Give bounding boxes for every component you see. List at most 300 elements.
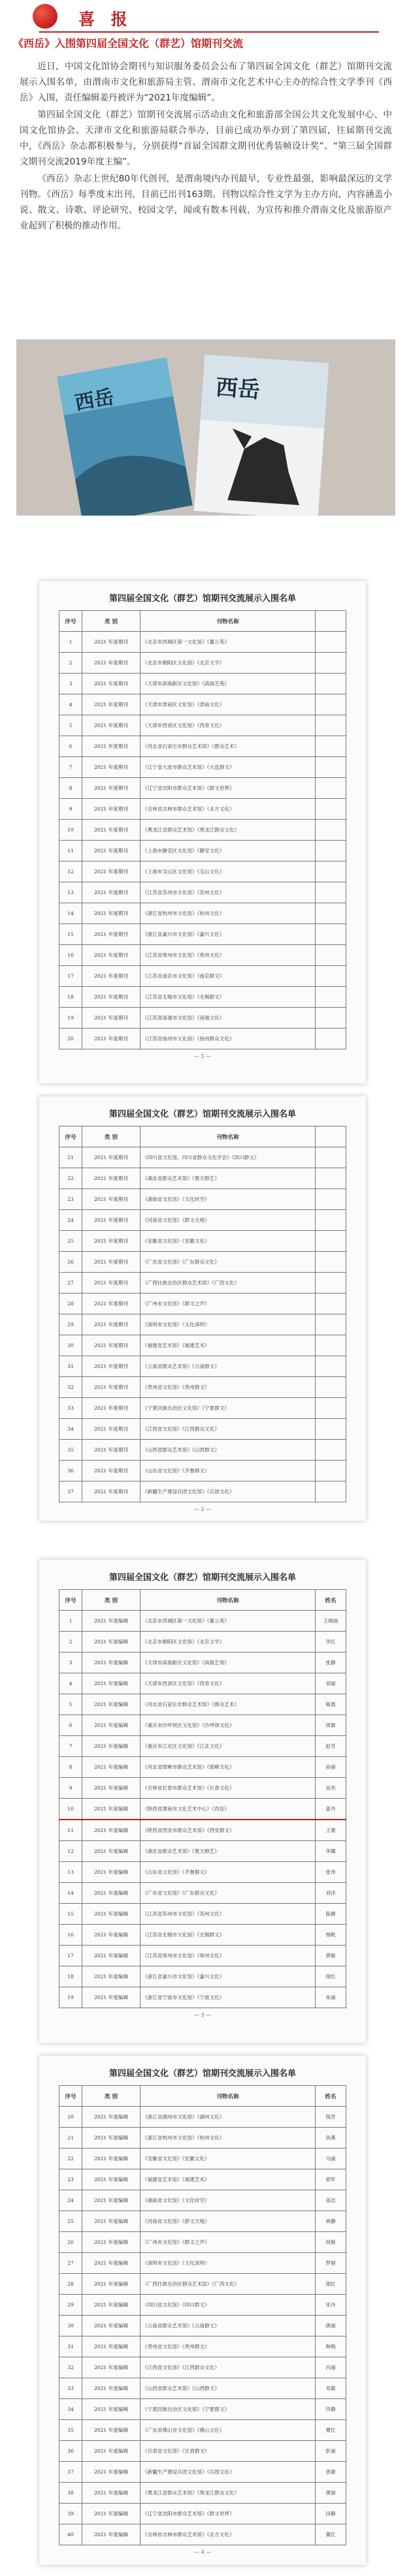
- category-cell: 2021 年度编辑: [82, 2399, 140, 2420]
- publication-cell: 《黑龙江省群众艺术馆》《黑龙江群众文化》: [140, 820, 316, 841]
- row-number-cell: 21: [59, 2128, 82, 2149]
- publication-cell: 《新疆生产建设兵团文化馆》《兵团文化》: [140, 2462, 316, 2483]
- category-cell: 2021 年度期刊: [82, 715, 140, 736]
- row-number-cell: 9: [59, 1778, 82, 1799]
- intro-paragraph: 近日，中国文化馆协会期刊与知识服务委员会公布了第四届全国文化（群艺）馆期刊交流展示入围名单，由渭南市文化和旅游局主管、渭南市文化艺术中心主办的综合性文学季刊《西岳》入围，责任编辑姜丹被评为“2021年度编辑”。: [20, 61, 392, 103]
- category-cell: 2021 年度期刊: [82, 1029, 140, 1049]
- category-cell: 2021 年度期刊: [82, 861, 140, 882]
- sheet-title: 第四届全国文化（群艺）馆期刊交流展示入围名单: [108, 2069, 296, 2079]
- table-row: [59, 1799, 346, 1820]
- row-number-cell: 12: [59, 1841, 82, 1862]
- publication-cell: 《江苏省常州市文化馆》《常州文化》: [140, 1946, 316, 1966]
- editor-cell: [316, 715, 346, 736]
- editor-cell: 黄敏: [316, 1946, 346, 1966]
- table-row: [59, 1398, 346, 1419]
- category-cell: 2021 年度期刊: [82, 1398, 140, 1419]
- row-number-cell: 28: [59, 1294, 82, 1314]
- publication-cell: 《河北省邯郸市群众艺术馆》《邯郸文化》: [140, 1757, 316, 1778]
- sheet-title: 第四届全国文化（群艺）馆期刊交流展示入围名单: [108, 1110, 296, 1119]
- page-title: 喜 报: [78, 10, 133, 29]
- editor-cell: 张静: [316, 1653, 346, 1673]
- table-row: [59, 1461, 346, 1482]
- table-row: [59, 1653, 346, 1673]
- publication-cell: 《湖北省群众艺术馆》《楚天群艺》: [140, 1168, 316, 1189]
- category-cell: 2021 年度编辑: [82, 2441, 140, 2462]
- red-badge-icon: [33, 4, 58, 29]
- table-row: [59, 820, 346, 841]
- editor-cell: [316, 1029, 346, 1049]
- publication-cell: 《天津市滨海新区文化馆》《滨海艺苑》: [140, 674, 316, 694]
- table-row: [59, 1694, 346, 1715]
- category-cell: 2021 年度期刊: [82, 1294, 140, 1314]
- category-cell: 2021 年度编辑: [82, 2169, 140, 2190]
- editor-cell: [316, 1461, 346, 1482]
- row-number-cell: 1: [59, 632, 82, 653]
- category-cell: 2021 年度编辑: [82, 1611, 140, 1632]
- editor-cell: 王蕾: [316, 1820, 346, 1841]
- editor-cell: 孙丽: [316, 1757, 346, 1778]
- publication-cell: 《浙江省湖州市文化馆》《湖州文化》: [140, 2107, 316, 2128]
- publication-cell: 《宁夏回族自治区文化馆》《宁夏群文》: [140, 1398, 316, 1419]
- column-header: 刊物名称: [140, 1590, 316, 1611]
- publication-cell: 《浙江省嘉兴市文化馆》《嘉兴文化》: [140, 924, 316, 945]
- category-cell: 2021 年度编辑: [82, 2232, 140, 2253]
- column-header: [316, 1126, 346, 1147]
- row-number-cell: 25: [59, 1231, 82, 1252]
- editor-cell: [316, 1168, 346, 1189]
- publication-cell: 《江苏省南通市文化馆》《南通文化》: [140, 1008, 316, 1029]
- editor-cell: 赵芳: [316, 1736, 346, 1757]
- publication-cell: 《吉林省吉林市群众艺术馆》《北方文化》: [140, 2524, 316, 2545]
- editor-cell: 陈晨: [316, 1694, 346, 1715]
- row-number-cell: 14: [59, 1883, 82, 1904]
- editor-cell: [316, 757, 346, 778]
- sheet-title: 第四届全国文化（群艺）馆期刊交流展示入围名单: [108, 594, 296, 604]
- table-row: [59, 924, 346, 945]
- table-row: [59, 674, 346, 694]
- publication-cell: 《重庆市江北区文化馆》《江北文化》: [140, 1736, 316, 1757]
- category-cell: 2021 年度期刊: [82, 1168, 140, 1189]
- table-row: [59, 2483, 346, 2504]
- magazine-covers-illustration: [16, 339, 395, 516]
- table-row: [59, 1632, 346, 1653]
- list-sheet: [39, 1096, 366, 1521]
- page-number: — 2 —: [193, 1506, 212, 1512]
- row-number-cell: 37: [59, 2462, 82, 2483]
- editor-cell: 徐红: [316, 1966, 346, 1987]
- row-number-cell: 18: [59, 987, 82, 1008]
- list-table: [59, 1589, 346, 2008]
- table-row: [59, 1715, 346, 1736]
- editor-cell: [316, 820, 346, 841]
- table-header-row: [59, 1590, 346, 1611]
- column-header: 类 别: [82, 1590, 140, 1611]
- editor-cell: [316, 736, 346, 757]
- table-row: [59, 1168, 346, 1189]
- row-number-cell: 24: [59, 1210, 82, 1231]
- table-row: [59, 2357, 346, 2378]
- editor-cell: [316, 1210, 346, 1231]
- row-number-cell: 18: [59, 1966, 82, 1987]
- column-header: 类 别: [82, 611, 140, 632]
- editor-cell: [316, 966, 346, 987]
- row-number-cell: 25: [59, 2211, 82, 2232]
- category-cell: 2021 年度编辑: [82, 1883, 140, 1904]
- row-number-cell: 2: [59, 653, 82, 674]
- row-number-cell: 8: [59, 1757, 82, 1778]
- publication-cell: 《江西省文化馆》《江西群众文化》: [140, 1419, 316, 1440]
- table-row: [59, 736, 346, 757]
- category-cell: 2021 年度编辑: [82, 1757, 140, 1778]
- editor-cell: 许静: [316, 2399, 346, 2420]
- table-header-row: [59, 2086, 346, 2107]
- publication-cell: 《四川省文化馆、四川省群众文化学会》《四川群文》: [140, 1147, 316, 1168]
- category-cell: 2021 年度期刊: [82, 820, 140, 841]
- category-cell: 2021 年度期刊: [82, 1356, 140, 1377]
- column-header: 序号: [59, 2086, 82, 2107]
- publication-cell: 《山东省文化馆》《齐鲁群文》: [140, 1862, 316, 1883]
- row-number-cell: 35: [59, 2420, 82, 2441]
- row-number-cell: 13: [59, 1862, 82, 1883]
- publication-cell: 《河南省文化馆》《群文天地》: [140, 2211, 316, 2232]
- table-row: [59, 2169, 346, 2190]
- row-number-cell: 32: [59, 1377, 82, 1398]
- row-number-cell: 5: [59, 715, 82, 736]
- publication-cell: 《北京市西城区第一文化馆》《蔓公英》: [140, 1611, 316, 1632]
- category-cell: 2021 年度编辑: [82, 1820, 140, 1841]
- category-cell: 2021 年度期刊: [82, 1335, 140, 1356]
- category-cell: 2021 年度期刊: [82, 1189, 140, 1210]
- publication-cell: 《辽宁省沈阳市群众艺术馆》《群文世界》: [140, 2504, 316, 2524]
- category-cell: 2021 年度编辑: [82, 2336, 140, 2357]
- table-row: [59, 653, 346, 674]
- publication-cell: 《江苏省常州市文化馆》《常州文化》: [140, 945, 316, 966]
- category-cell: 2021 年度编辑: [82, 2357, 140, 2378]
- publication-cell: 《广西壮族自治区群众艺术馆》《广西文化》: [140, 1273, 316, 1294]
- row-number-cell: 10: [59, 820, 82, 841]
- table-row: [59, 1189, 346, 1210]
- row-number-cell: 15: [59, 924, 82, 945]
- publication-cell: 《浙江省杭州市文化馆》《杭州文化》: [140, 903, 316, 924]
- table-row: [59, 966, 346, 987]
- publication-cell: 《安徽省文化馆》《安徽文化》: [140, 1231, 316, 1252]
- table-row: [59, 2253, 346, 2274]
- editor-cell: [316, 945, 346, 966]
- table-row: [59, 1231, 346, 1252]
- editor-cell: 邓敏: [316, 2378, 346, 2399]
- category-cell: 2021 年度期刊: [82, 694, 140, 715]
- category-cell: 2021 年度编辑: [82, 2504, 140, 2524]
- table-row: [59, 2420, 346, 2441]
- publication-cell: 《江苏省扬州市文化馆》《扬州群众文化》: [140, 1029, 316, 1049]
- editor-cell: 罗娟: [316, 2253, 346, 2274]
- cover-title: 西岳: [214, 374, 261, 404]
- intro-paragraph: 《西岳》杂志上世纪80年代创刊，是渭南境内办刊最早，专业性最强，影响最深远的文学刊物。《西岳》每季度末出刊，目前已出刊163期。刊物以综合性文学为主办方向，内容涵盖小说、散文、诗歌、评论研究、校园文学，闻或有数本刊载，为宣传和推介渭南文化及旅游原产业起到了积极的推动作用。: [20, 174, 392, 231]
- editor-cell: [316, 653, 346, 674]
- category-cell: 2021 年度期刊: [82, 1210, 140, 1231]
- publication-cell: 《北京市朝阳区文化馆》《北京文学》: [140, 1632, 316, 1653]
- list-sheet: [39, 1560, 366, 2043]
- editor-cell: 钱芳: [316, 2107, 346, 2128]
- table-row: [59, 841, 346, 861]
- publication-cell: 《天津市津南区文化馆》《津南文化》: [140, 694, 316, 715]
- editor-cell: [316, 924, 346, 945]
- table-row: [59, 903, 346, 924]
- editor-cell: 刘丽: [316, 1673, 346, 1694]
- editor-cell: 孙燕: [316, 2128, 346, 2149]
- publication-cell: 《山西省群众艺术馆》《山西群文》: [140, 2378, 316, 2399]
- table-row: [59, 1925, 346, 1946]
- editor-cell: [316, 1356, 346, 1377]
- publication-cell: 《上海市宝山区文化馆》《宝山文化》: [140, 861, 316, 882]
- row-number-cell: 4: [59, 1673, 82, 1694]
- table-row: [59, 778, 346, 799]
- publication-cell: 《湖南省文化馆》《文化时空》: [140, 2190, 316, 2211]
- category-cell: 2021 年度期刊: [82, 778, 140, 799]
- row-number-cell: 5: [59, 1694, 82, 1715]
- category-cell: 2021 年度编辑: [82, 2190, 140, 2211]
- editor-cell: [316, 903, 346, 924]
- publication-cell: 《江苏省苏州市文化馆》《苏州文化》: [140, 1904, 316, 1925]
- editor-cell: [316, 1482, 346, 1502]
- editor-cell: [316, 1419, 346, 1440]
- publication-cell: 《广西壮族自治区群众艺术馆》《广西文化》: [140, 2274, 316, 2295]
- row-number-cell: 15: [59, 1904, 82, 1925]
- editor-cell: 姜丹: [316, 1799, 346, 1820]
- sheet-title: 第四届全国文化（群艺）馆期刊交流展示入围名单: [108, 1573, 296, 1583]
- row-number-cell: 11: [59, 1820, 82, 1841]
- row-number-cell: 12: [59, 861, 82, 882]
- row-number-cell: 10: [59, 1799, 82, 1820]
- table-row: [59, 1377, 346, 1398]
- row-number-cell: 19: [59, 1987, 82, 2008]
- list-table: [59, 2085, 346, 2545]
- row-number-cell: 17: [59, 966, 82, 987]
- table-row: [59, 1883, 346, 1904]
- category-cell: 2021 年度编辑: [82, 2128, 140, 2149]
- column-header: 类 别: [82, 1126, 140, 1147]
- table-row: [59, 1841, 346, 1862]
- column-header: 序号: [59, 1590, 82, 1611]
- table-row: [59, 1335, 346, 1356]
- table-row: [59, 1966, 346, 1987]
- publication-cell: 《深圳市文化馆》《文化深圳》: [140, 2253, 316, 2274]
- table-row: [59, 694, 346, 715]
- editor-cell: 陈静: [316, 1904, 346, 1925]
- category-cell: 2021 年度期刊: [82, 966, 140, 987]
- row-number-cell: 28: [59, 2274, 82, 2295]
- row-number-cell: 6: [59, 1715, 82, 1736]
- editor-cell: 唐丽: [316, 2316, 346, 2336]
- editor-cell: 宋丹: [316, 2295, 346, 2316]
- row-number-cell: 7: [59, 757, 82, 778]
- publication-cell: 《山东省文化馆》《齐鲁群文》: [140, 1461, 316, 1482]
- editor-cell: [316, 1231, 346, 1252]
- table-row: [59, 1946, 346, 1966]
- page-number: — 3 —: [193, 2012, 212, 2018]
- row-number-cell: 27: [59, 1273, 82, 1294]
- table-row: [59, 2274, 346, 2295]
- table-row: [59, 1210, 346, 1231]
- column-header: 类 别: [82, 2086, 140, 2107]
- row-number-cell: 29: [59, 1314, 82, 1335]
- editor-cell: [316, 1294, 346, 1314]
- intro-paragraph: 第四届全国文化（群艺）馆期刊交流展示活动由文化和旅游部全国公共文化发展中心、中国文化馆协会、天津市文化和旅游局联合举办，目前已成功举办到了第四届，往届期刊交流中，《西岳》杂志都积极参与，分别获得“首届全国群文期刊优秀装帧设计奖”、“第三届全国群文期刊交流2019年度主编”。: [20, 110, 392, 167]
- publication-cell: 《河北省石家庄市群众艺术馆》《群众艺术》: [140, 1694, 316, 1715]
- category-cell: 2021 年度期刊: [82, 632, 140, 653]
- list-sheet: [39, 581, 366, 1083]
- editor-cell: 高洁: [316, 2190, 346, 2211]
- publication-cell: 《浙江省嘉兴市文化馆》《嘉兴文化》: [140, 1966, 316, 1987]
- list-table: [59, 610, 346, 1049]
- row-number-cell: 2: [59, 1632, 82, 1653]
- table-row: [59, 1611, 346, 1632]
- editor-cell: 韩梅: [316, 2336, 346, 2357]
- category-cell: 2021 年度期刊: [82, 1273, 140, 1294]
- page-number: — 4 —: [193, 2549, 212, 2555]
- table-row: [59, 1862, 346, 1883]
- category-cell: 2021 年度编辑: [82, 2149, 140, 2169]
- publication-cell: 《天津市滨海新区文化馆》《滨海艺苑》: [140, 1653, 316, 1673]
- editor-cell: 何敏: [316, 2232, 346, 2253]
- magazine-photo: [16, 339, 395, 516]
- row-number-cell: 3: [59, 674, 82, 694]
- category-cell: 2021 年度编辑: [82, 1778, 140, 1799]
- column-header: 序号: [59, 1126, 82, 1147]
- table-row: [59, 2232, 346, 2253]
- category-cell: 2021 年度期刊: [82, 1008, 140, 1029]
- publication-cell: 《江苏省苏州市文化馆》《苏州文化》: [140, 882, 316, 903]
- row-number-cell: 14: [59, 903, 82, 924]
- row-number-cell: 29: [59, 2295, 82, 2316]
- row-number-cell: 31: [59, 2336, 82, 2357]
- table-row: [59, 757, 346, 778]
- row-number-cell: 16: [59, 1925, 82, 1946]
- table-row: [59, 2336, 346, 2357]
- publication-cell: 《贵州省文化馆》《贵州群文》: [140, 2336, 316, 2357]
- row-number-cell: 33: [59, 2378, 82, 2399]
- editor-cell: 冯丽: [316, 2357, 346, 2378]
- editor-cell: [316, 799, 346, 820]
- row-number-cell: 22: [59, 1168, 82, 1189]
- row-number-cell: 32: [59, 2357, 82, 2378]
- editor-cell: 李红: [316, 1632, 346, 1653]
- table-row: [59, 1904, 346, 1925]
- publication-cell: 《辽宁省大连市群众艺术馆》《大连群文》: [140, 757, 316, 778]
- editor-cell: 林静: [316, 2211, 346, 2232]
- category-cell: 2021 年度编辑: [82, 1904, 140, 1925]
- table-row: [59, 799, 346, 820]
- publication-cell: 《广东省文化馆》《广东群众文化》: [140, 1883, 316, 1904]
- publication-cell: 《广东省文化馆》《广东群众文化》: [140, 1252, 316, 1273]
- table-row: [59, 2504, 346, 2524]
- cover-title: 西岳: [73, 385, 116, 415]
- editor-cell: [316, 1273, 346, 1294]
- editor-cell: 李娜: [316, 1841, 346, 1862]
- row-number-cell: 40: [59, 2524, 82, 2545]
- editor-cell: [316, 1398, 346, 1419]
- publication-cell: 《浙江省杭州市文化馆》《杭州文化》: [140, 2128, 316, 2149]
- table-row: [59, 1314, 346, 1335]
- publication-cell: 《新疆生产建设兵团文化馆》《兵团文化》: [140, 1482, 316, 1502]
- row-number-cell: 3: [59, 1653, 82, 1673]
- row-number-cell: 24: [59, 2190, 82, 2211]
- editor-cell: 萧丽: [316, 2483, 346, 2504]
- publication-cell: 《宁夏回族自治区文化馆》《宁夏群文》: [140, 2399, 316, 2420]
- row-number-cell: 21: [59, 1147, 82, 1168]
- publication-cell: 《福建省艺术馆》《福建艺术》: [140, 1335, 316, 1356]
- editor-cell: 张伟: [316, 1862, 346, 1883]
- publication-cell: 《重庆市沙坪坝区文化馆》《沙坪坝文化》: [140, 1715, 316, 1736]
- column-header: [316, 611, 346, 632]
- table-row: [59, 882, 346, 903]
- editor-cell: 朱丽: [316, 1987, 346, 2008]
- category-cell: 2021 年度期刊: [82, 1440, 140, 1461]
- column-header: 刊物名称: [140, 1126, 316, 1147]
- table-row: [59, 2128, 346, 2149]
- publication-cell: 《江苏省无锡市文化馆》《无锡群文》: [140, 987, 316, 1008]
- table-row: [59, 1736, 346, 1757]
- table-row: [59, 2149, 346, 2169]
- row-number-cell: 31: [59, 1356, 82, 1377]
- table-row: [59, 1147, 346, 1168]
- column-header: 姓名: [316, 2086, 346, 2107]
- publication-cell: 《广州市文化馆》《群文之声》: [140, 1294, 316, 1314]
- publication-cell: 《天津市西青区文化馆》《西青文化》: [140, 1673, 316, 1694]
- row-number-cell: 36: [59, 2441, 82, 2462]
- category-cell: 2021 年度期刊: [82, 882, 140, 903]
- table-row: [59, 2524, 346, 2545]
- category-cell: 2021 年度编辑: [82, 2211, 140, 2232]
- table-row: [59, 987, 346, 1008]
- table-row: [59, 632, 346, 653]
- publication-cell: 《河北省石家庄市群众艺术馆》《群众艺术》: [140, 736, 316, 757]
- category-cell: 2021 年度编辑: [82, 1925, 140, 1946]
- row-number-cell: 23: [59, 1189, 82, 1210]
- table-header-row: [59, 1126, 346, 1147]
- headline: 《西岳》入围第四届全国文化（群艺）馆期刊交流: [13, 37, 244, 50]
- editor-cell: 曾敏: [316, 2462, 346, 2483]
- category-cell: 2021 年度编辑: [82, 1715, 140, 1736]
- category-cell: 2021 年度期刊: [82, 1419, 140, 1440]
- category-cell: 2021 年度编辑: [82, 1946, 140, 1966]
- publication-cell: 《上海市静安区文化馆》《静安文化》: [140, 841, 316, 861]
- editor-cell: 曹红: [316, 2420, 346, 2441]
- publication-cell: 《贵州省文化馆》《贵州群文》: [140, 1377, 316, 1398]
- column-header: 刊物名称: [140, 611, 316, 632]
- category-cell: 2021 年度编辑: [82, 2483, 140, 2504]
- category-cell: 2021 年度编辑: [82, 1694, 140, 1715]
- editor-cell: [316, 1252, 346, 1273]
- row-number-cell: 20: [59, 2107, 82, 2128]
- row-number-cell: 30: [59, 2316, 82, 2336]
- table-row: [59, 1356, 346, 1377]
- table-header-row: [59, 611, 346, 632]
- table-row: [59, 2441, 346, 2462]
- publication-cell: 《湖南省文化馆》《文化时空》: [140, 1189, 316, 1210]
- table-row: [59, 1273, 346, 1294]
- category-cell: 2021 年度期刊: [82, 1377, 140, 1398]
- editor-cell: 刘洋: [316, 1883, 346, 1904]
- editor-cell: [316, 987, 346, 1008]
- row-number-cell: 34: [59, 1419, 82, 1440]
- publication-cell: 《云南省群众艺术馆》《云南群文》: [140, 2316, 316, 2336]
- category-cell: 2021 年度期刊: [82, 736, 140, 757]
- publication-cell: 《甘肃省文化馆》《甘肃群文》: [140, 2441, 316, 2462]
- row-number-cell: 35: [59, 1440, 82, 1461]
- row-number-cell: 20: [59, 1029, 82, 1049]
- row-number-cell: 26: [59, 1252, 82, 1273]
